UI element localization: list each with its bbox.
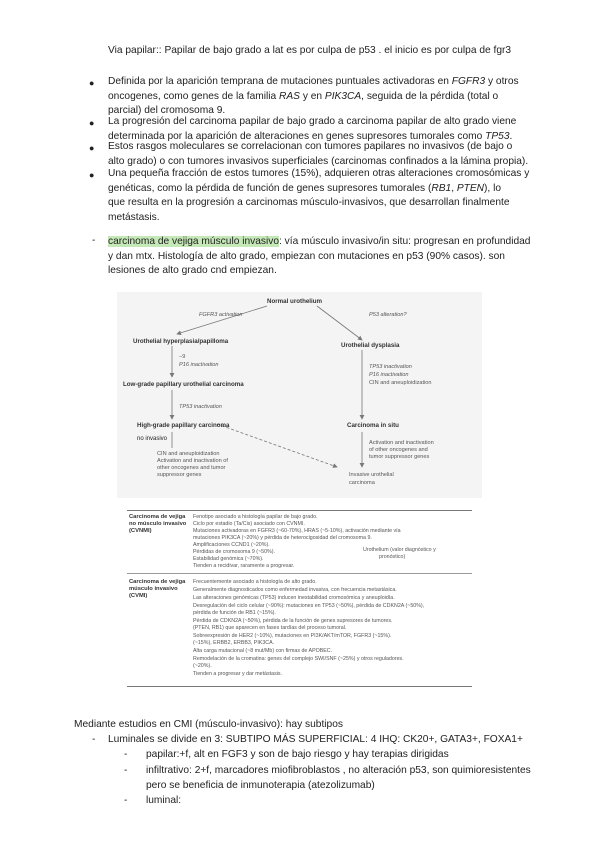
table-top-rule bbox=[127, 510, 472, 511]
node-lowgrade: Low-grade papillary urothelial carcinoma bbox=[123, 381, 244, 388]
luminal-line: Luminales se divide en 3: SUBTIPO MÁS SUPERFICIAL: 4 IHQ: CK20+, GATA3+, FOXA1+ bbox=[108, 734, 523, 745]
row2-item: (~15%), ERBB2, ERBB3, PIK3CA. bbox=[193, 640, 275, 646]
dash-marker: - bbox=[92, 235, 96, 246]
bullet-1-line-3: parcial) del cromosoma 9. bbox=[108, 105, 226, 116]
muscle-invasive-text bbox=[108, 235, 531, 279]
row2-head-3: (CVMI) bbox=[129, 593, 148, 599]
note-hg-1: CIN and aneuploidization bbox=[157, 451, 220, 457]
bullet-1-line-1: Definida por la aparición temprana de mutaciones puntuales activadoras en FGFR3 y otros bbox=[108, 76, 519, 87]
bullet-3-line-2: alto grado) o con tumores invasivos superficiales (carcinomas confinados a la lámina propia). bbox=[108, 155, 529, 167]
bullet-dot: ● bbox=[89, 170, 95, 180]
row1-item: mutaciones PIK3CA (~20%) y pérdida de heterocigosidad del cromosoma 9. bbox=[193, 535, 372, 541]
row1-item: Ciclo por estadio (Ta/Cis) asociado con CVNMI. bbox=[193, 521, 305, 527]
row1-item: Estabilidad genómica (~70%). bbox=[193, 556, 264, 562]
bullet-4-line-1: Una pequeña fracción de estos tumores (15%), adquieren otras alteraciones cromosómicas y bbox=[108, 168, 530, 179]
node-hyperplasia: Urothelial hyperplasia/papilloma bbox=[133, 338, 229, 345]
row1-item: Fenotipo asociado a histología papilar de bajo grado. bbox=[193, 514, 318, 520]
muscle-invasive-line-1: carcinoma de vejiga músculo invasivo: vía músculo invasivo/in situ: progresan en profundidad bbox=[108, 236, 531, 247]
bullet-4-line-3: que resulta en la progresión a carcinomas músculo-invasivos, que desarrollan finalmente bbox=[108, 197, 510, 208]
row1-item: Tienden a recidivar, raramente a progresar. bbox=[193, 563, 295, 569]
note-hg-3: other oncogenes and tumor bbox=[157, 465, 226, 471]
subtype-infiltrativo-cont: pero se beneficia de inmunoterapia (atezolizumab) bbox=[146, 780, 375, 791]
note-chr9: −9 bbox=[179, 354, 186, 360]
note-cis-2: of other oncogenes and bbox=[369, 447, 428, 453]
node-invasive-1: Invasive urothelial bbox=[349, 472, 394, 478]
bullet-dot: ● bbox=[89, 78, 95, 88]
pathway-diagram bbox=[117, 292, 482, 498]
bullet-dot: ● bbox=[89, 143, 95, 153]
row2-item: pérdida de función de RB1 (~15%). bbox=[193, 610, 276, 616]
row2-item: (PTEN, RB1) que aparecen en fases tardías del proceso tumoral. bbox=[193, 625, 347, 631]
label-no-invasivo: no invasivo bbox=[137, 436, 168, 442]
dash-marker: - bbox=[124, 765, 128, 776]
note-cis-3: tumor suppressor genes bbox=[369, 454, 430, 460]
row2-head-1: Carcinoma de vejiga bbox=[129, 579, 186, 585]
node-normal-urothelium: Normal urothelium bbox=[267, 298, 323, 305]
row1-head-2: no músculo invasivo bbox=[129, 521, 187, 527]
row2-head-2: músculo invasivo bbox=[129, 586, 178, 592]
subtype-papilar: papilar:+f, alt en FGF3 y son de bajo riesgo y hay terapias dirigidas bbox=[146, 749, 449, 760]
node-invasive-2: carcinoma bbox=[349, 480, 375, 486]
row1-item: Mutaciones activadoras en FGFR3 (~60-70%), HRAS (~5-10%), activación mediante vía bbox=[193, 528, 401, 534]
row2-item: Desregulación del ciclo celular (~90%): mutaciones en TP53 (~50%), pérdida de CDKN2A (~50%), bbox=[193, 603, 425, 609]
row1-head-1: Carcinoma de vejiga bbox=[129, 514, 186, 520]
node-cis: Carcinoma in situ bbox=[347, 422, 399, 429]
subtypes-intro: Mediante estudios en CMI (músculo-invasivo): hay subtipos bbox=[74, 719, 343, 730]
row1-item: Amplificaciones CCND1 (~20%). bbox=[193, 542, 270, 548]
bullet-2-line-1: La progresión del carcinoma papilar de bajo grado a carcinoma papilar de alto grado viene bbox=[108, 116, 517, 127]
dash-marker: - bbox=[92, 734, 96, 745]
label-fgfr3: FGFR3 activation bbox=[199, 312, 243, 318]
note-tp53-low: TP53 inactivation bbox=[179, 404, 222, 410]
node-dysplasia: Urothelial dysplasia bbox=[341, 342, 400, 349]
bullet-1-line-2: oncogenes, como genes de la familia RAS y en PIK3CA, seguida de la pérdida (total o bbox=[108, 90, 499, 102]
row2-item: Sobreexpresión de HER2 (~10%), mutaciones en PI3K/AKT/mTOR, FGFR3 (~15%). bbox=[193, 633, 392, 639]
bullet-3-line-1: Estos rasgos moleculares se correlacionan con tumores papilares no invasivos (de bajo o bbox=[108, 141, 513, 152]
note-hg-2: Activation and inactivation of bbox=[157, 458, 228, 464]
row2-item: Las alteraciones genómicas (TP53) inducen inestabilidad cromosómica y aneuploidía. bbox=[193, 595, 395, 601]
subtype-infiltrativo: infiltrativo: 2+f, marcadores miofibroblastos , no alteración p53, son quimioresistentes bbox=[146, 765, 531, 776]
row1-side-2: pronóstico) bbox=[379, 554, 406, 560]
comparison-table bbox=[127, 510, 472, 688]
note-cin: CIN and aneuploidization bbox=[369, 380, 432, 386]
bullet-1 bbox=[108, 75, 531, 119]
note-hg-4: suppressor genes bbox=[157, 472, 202, 478]
row2-item: Remodelación de la cromatina: genes del complejo SWI/SNF (~25%) y otros reguladores. bbox=[193, 656, 404, 662]
highlighted-term: carcinoma de vejiga músculo invasivo bbox=[108, 236, 280, 247]
label-p53: P53 alteration? bbox=[369, 312, 407, 318]
note-p16-dys: P16 inactivation bbox=[369, 372, 409, 378]
note-p16: P16 inactivation bbox=[179, 362, 219, 368]
node-highgrade: High-grade papillary carcinoma bbox=[137, 422, 230, 429]
bullet-4-line-4: metástasis. bbox=[108, 211, 160, 223]
subtype-luminal: luminal: bbox=[146, 795, 182, 806]
bullet-dot: ● bbox=[89, 118, 95, 128]
note-tp53: TP53 inactivation bbox=[369, 364, 412, 370]
row1-item: Pérdidas de cromosoma 9 (~50%). bbox=[193, 549, 275, 555]
note-cis-1: Activation and inactivation bbox=[369, 440, 434, 446]
row2-item: Tienden a progresar y dar metástasis. bbox=[193, 671, 283, 677]
row2-item: (~20%). bbox=[193, 663, 212, 669]
bullet-3 bbox=[108, 140, 531, 169]
row2-item: Generalmente diagnosticados como enfermedad invasiva, con frecuencia metastásica. bbox=[193, 587, 397, 593]
intro-line: Via papilar:: Papilar de bajo grado a lat es por culpa de p53 . el inicio es por culpa de fgr3 bbox=[108, 45, 512, 56]
row1-side-1: Urothelium (valor diagnóstico y bbox=[363, 547, 436, 553]
row1-head-3: (CVNMI) bbox=[129, 528, 152, 534]
dash-marker: - bbox=[124, 749, 128, 760]
row2-item: Frecuentemente asociado a histología de alto grado. bbox=[193, 579, 317, 585]
row2-item: Alta carga mutacional (~8 mut/Mb) con firmas de APOBEC. bbox=[193, 648, 333, 654]
bullet-4-line-2: genéticas, como la pérdida de función de genes supresores tumorales (RB1, PTEN), lo bbox=[108, 182, 502, 194]
muscle-invasive-line-3: lesiones de alto grado cnd empiezan. bbox=[108, 265, 277, 276]
bullet-2-line-2: determinada por la aparición de alteraciones en genes supresores tumorales como TP53. bbox=[108, 130, 513, 142]
dash-marker: - bbox=[124, 795, 128, 806]
row2-item: Pérdida de CDKN2A (~50%), pérdida de la función de genes supresores de tumores. bbox=[193, 618, 393, 624]
muscle-invasive-line-2: y dan mtx. Histología de alto grado, empiezan con mutaciones en p53 (90% casos). son bbox=[108, 250, 505, 262]
table-bottom-rule bbox=[127, 686, 472, 687]
bullet-4 bbox=[108, 167, 531, 225]
table-mid-rule bbox=[127, 573, 472, 574]
